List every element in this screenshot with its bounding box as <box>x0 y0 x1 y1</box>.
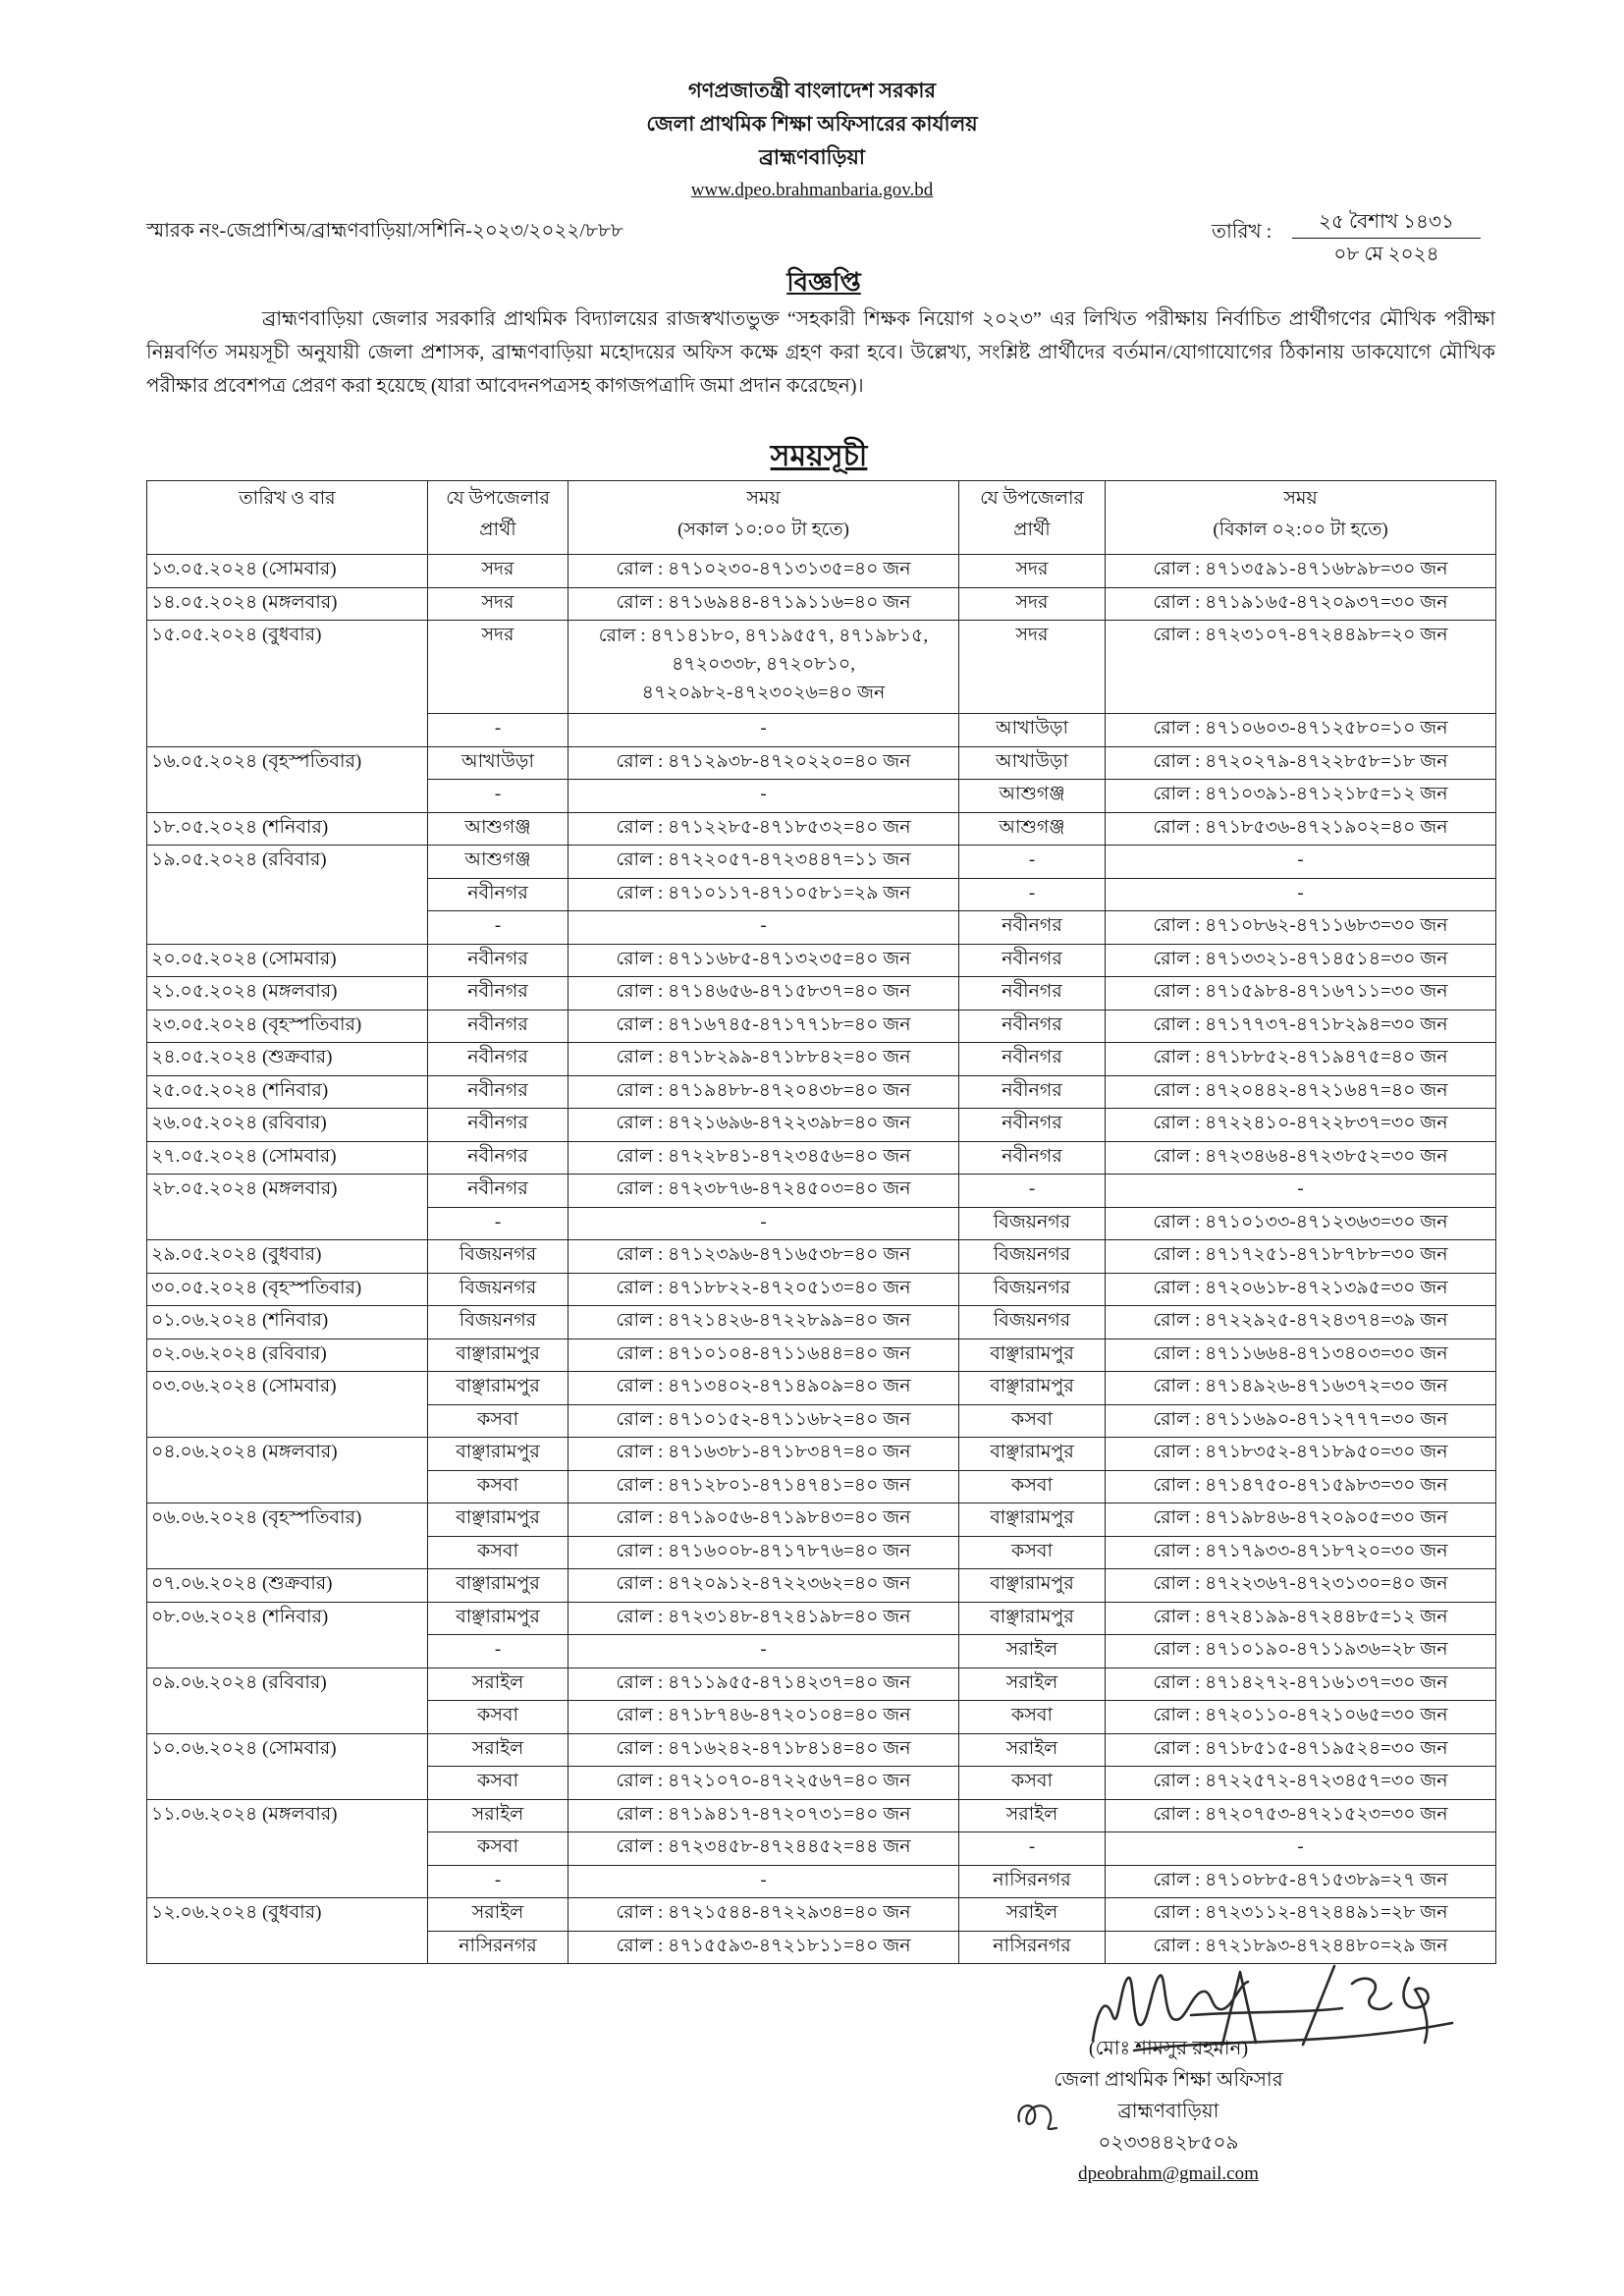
morning-roll-cell: রোল : ৪৭১২৮০১-৪৭১৪৭৪১=৪০ জন <box>568 1470 959 1503</box>
schedule-row <box>147 1372 1496 1405</box>
date-cell: ১৫.০৫.২০২৪ (বুধবার) <box>147 621 428 747</box>
morning-upazila-cell: বিজয়নগর <box>428 1240 568 1274</box>
date-cell: ০৪.০৬.২০২৪ (মঙ্গলবার) <box>147 1438 428 1503</box>
morning-roll-cell: রোল : ৪৭১৮৮২২-৪৭২০৫১৩=৪০ জন <box>568 1273 959 1306</box>
morning-upazila-cell: সরাইল <box>428 1898 568 1932</box>
afternoon-upazila-cell: আশুগঞ্জ <box>959 812 1106 846</box>
afternoon-upazila-cell: বাঞ্ছারামপুর <box>959 1503 1106 1537</box>
morning-roll-cell: রোল : ৪৭১৪৬৫৬-৪৭১৫৮৩৭=৪০ জন <box>568 977 959 1011</box>
afternoon-roll-cell: রোল : ৪৭২০৪৪২-৪৭২১৬৪৭=৪০ জন <box>1106 1075 1496 1109</box>
morning-roll-cell: - <box>568 1865 959 1898</box>
afternoon-upazila-cell: কসবা <box>959 1536 1106 1569</box>
signatory-phone: ০২৩৩৪৪২৮৫০৯ <box>1098 2132 1239 2154</box>
morning-roll-cell: রোল : ৪৭১৮৭৪৬-৪৭২০১০৪=৪০ জন <box>568 1701 959 1734</box>
morning-roll-cell: রোল : ৪৭১১৬৮৫-৪৭১৩২৩৫=৪০ জন <box>568 944 959 977</box>
schedule-table <box>146 480 1496 1964</box>
afternoon-roll-cell: রোল : ৪৭১৯৮৪৬-৪৭২০৯০৫=৩০ জন <box>1106 1503 1496 1537</box>
morning-roll-cell: রোল : ৪৭১৬২৪২-৪৭১৮৪১৪=৪০ জন <box>568 1733 959 1767</box>
date-cell: ১৩.০৫.২০২৪ (সোমবার) <box>147 555 428 588</box>
morning-upazila-cell: - <box>428 911 568 945</box>
afternoon-upazila-cell: নবীনগর <box>959 1043 1106 1076</box>
date-cell: ২৩.০৫.২০২৪ (বৃহস্পতিবার) <box>147 1010 428 1043</box>
morning-roll-cell: রোল : ৪৭১২২৮৫-৪৭১৮৫৩২=৪০ জন <box>568 812 959 846</box>
morning-upazila-cell: বাঞ্ছারামপুর <box>428 1372 568 1405</box>
morning-roll-cell: রোল : ৪৭১৫৫৯৩-৪৭২১৮১১=৪০ জন <box>568 1931 959 1964</box>
morning-roll-cell: রোল : ৪৭২৩৮৭৬-৪৭২৪৫০৩=৪০ জন <box>568 1175 959 1208</box>
morning-upazila-cell: আশুগঞ্জ <box>428 846 568 879</box>
schedule-header-row <box>147 481 1496 555</box>
afternoon-upazila-cell: বাঞ্ছারামপুর <box>959 1569 1106 1603</box>
afternoon-upazila-cell: নবীনগর <box>959 1075 1106 1109</box>
morning-upazila-cell: নবীনগর <box>428 1075 568 1109</box>
date-cell: ২১.০৫.২০২৪ (মঙ্গলবার) <box>147 977 428 1011</box>
afternoon-upazila-cell: সরাইল <box>959 1733 1106 1767</box>
schedule-row <box>147 977 1496 1011</box>
schedule-row <box>147 746 1496 780</box>
afternoon-upazila-cell: আশুগঞ্জ <box>959 780 1106 813</box>
morning-upazila-cell: বাঞ্ছারামপুর <box>428 1602 568 1635</box>
afternoon-roll-cell: - <box>1106 878 1496 911</box>
date-cell: ০৭.০৬.২০২৪ (শুক্রবার) <box>147 1569 428 1603</box>
morning-upazila-cell: নবীনগর <box>428 1109 568 1142</box>
morning-roll-cell: রোল : ৪৭২১৬৯৬-৪৭২২৩৯৮=৪০ জন <box>568 1109 959 1142</box>
afternoon-upazila-cell: নবীনগর <box>959 1141 1106 1175</box>
afternoon-upazila-cell: বাঞ্ছারামপুর <box>959 1372 1106 1405</box>
morning-roll-cell: রোল : ৪৭১৪১৮০, ৪৭১৯৫৫৭, ৪৭১৯৮১৫, ৪৭২০৩৩৮, ৪৭২০৮১০, ৪৭২০৯৮২-৪৭২৩০২৬=৪০ জন <box>568 621 959 714</box>
notice-title-text: বিজ্ঞপ্তি <box>786 268 861 297</box>
afternoon-roll-cell: রোল : ৪৭১০৬০৩-৪৭১২৫৮০=১০ জন <box>1106 714 1496 747</box>
morning-roll-cell: রোল : ৪৭২০৯১২-৪৭২২৩৬২=৪০ জন <box>568 1569 959 1603</box>
afternoon-roll-cell: রোল : ৪৭২০২৭৯-৪৭২২৮৫৮=১৮ জন <box>1106 746 1496 780</box>
date-label: তারিখ : <box>1212 221 1272 243</box>
afternoon-upazila-cell: নবীনগর <box>959 1010 1106 1043</box>
afternoon-roll-cell: রোল : ৪৭২০৭৫৩-৪৭২১৫২৩=৩০ জন <box>1106 1799 1496 1832</box>
afternoon-upazila-cell: কসবা <box>959 1404 1106 1438</box>
schedule-title-text: সময়সূচী <box>770 440 868 472</box>
afternoon-time-column-header: সময় (বিকাল ০২:০০ টা হতে) <box>1106 481 1496 555</box>
morning-roll-cell: - <box>568 714 959 747</box>
afternoon-roll-cell: রোল : ৪৭১৮৩৫২-৪৭১৮৯৫০=৩০ জন <box>1106 1438 1496 1471</box>
afternoon-roll-cell: রোল : ৪৭১৪২৭২-৪৭১৬১৩৭=৩০ জন <box>1106 1667 1496 1701</box>
website-link: www.dpeo.brahmanbaria.gov.bd <box>690 180 934 200</box>
afternoon-roll-cell: রোল : ৪৭১৩৩২১-৪৭১৪৫১৪=৩০ জন <box>1106 944 1496 977</box>
morning-roll-cell: রোল : ৪৭১১৯৫৫-৪৭১৪২৩৭=৪০ জন <box>568 1667 959 1701</box>
afternoon-upazila-cell: আখাউড়া <box>959 746 1106 780</box>
date-cell: ০৯.০৬.২০২৪ (রবিবার) <box>147 1667 428 1733</box>
morning-roll-cell: রোল : ৪৭১৬৩৮১-৪৭১৮৩৪৭=৪০ জন <box>568 1438 959 1471</box>
afternoon-roll-cell: রোল : ৪৭২৩১১২-৪৭২৪৪৯১=২৮ জন <box>1106 1898 1496 1932</box>
date-cell: ২০.০৫.২০২৪ (সোমবার) <box>147 944 428 977</box>
schedule-title <box>14 437 1624 476</box>
afternoon-upazila-cell: বিজয়নগর <box>959 1306 1106 1339</box>
afternoon-upazila-cell: সদর <box>959 621 1106 714</box>
schedule-row <box>147 1075 1496 1109</box>
morning-roll-cell: রোল : ৪৭২২৮৪১-৪৭২৩৪৫৬=৪০ জন <box>568 1141 959 1175</box>
morning-upazila-cell: আখাউড়া <box>428 746 568 780</box>
morning-upazila-cell: সরাইল <box>428 1733 568 1767</box>
afternoon-upazila-cell: বিজয়নগর <box>959 1240 1106 1274</box>
afternoon-upazila-cell: কসবা <box>959 1701 1106 1734</box>
morning-upazila-cell: বাঞ্ছারামপুর <box>428 1569 568 1603</box>
morning-upazila-cell: নবীনগর <box>428 977 568 1011</box>
schedule-row <box>147 1043 1496 1076</box>
afternoon-upazila-cell: বাঞ্ছারামপুর <box>959 1339 1106 1372</box>
schedule-row <box>147 1240 1496 1274</box>
notice-body: ব্রাহ্মণবাড়িয়া জেলার সরকারি প্রাথমিক বিদ্যালয়ের রাজস্বখাতভুক্ত “সহকারী শিক্ষক নিয়োগ ২০২৩” এর লিখিত পরীক্ষায় নির্বাচিত প্রার্থীগণের মৌখিক পরীক্ষা নিম্নবর্ণিত সময়সূচী অনুযায়ী জেলা প্রশাসক, ব্রাহ্মণবাড়িয়া মহোদয়ের অফিস কক্ষে গ্রহণ করা হবে। উল্লেখ্য, সংশ্লিষ্ট প্রার্থীদের বর্তমান/যোগাযোগের ঠিকানায় ডাকযোগে মৌখিক পরীক্ষার প্রবেশপত্র প্রেরণ করা হয়েছে (যারা আবেদনপত্রসহ কাগজপত্রাদি জমা প্রদান করেছেন)। <box>146 308 1495 397</box>
schedule-row <box>147 1799 1496 1832</box>
schedule-body <box>147 555 1496 1964</box>
date-block <box>1292 206 1481 270</box>
afternoon-upazila-cell: - <box>959 1175 1106 1208</box>
morning-upazila-cell: কসবা <box>428 1536 568 1569</box>
schedule-row <box>147 1010 1496 1043</box>
signatory-district: ব্রাহ্মণবাড়িয়া <box>1117 2101 1219 2122</box>
schedule-row <box>147 587 1496 621</box>
morning-upazila-cell: বিজয়নগর <box>428 1273 568 1306</box>
schedule-row <box>147 1306 1496 1339</box>
signatory-email: dpeobrahm@gmail.com <box>1078 2163 1259 2184</box>
schedule-row <box>147 1569 1496 1603</box>
signatory-name: (মোঃ শামসুর রহমান) <box>1088 2038 1249 2059</box>
morning-roll-cell: রোল : ৪৭২১৫৪৪-৪৭২২৯৩৪=৪০ জন <box>568 1898 959 1932</box>
afternoon-roll-cell: রোল : ৪৭১৪৯২৬-৪৭১৬৩৭২=৩০ জন <box>1106 1372 1496 1405</box>
morning-upazila-cell: কসবা <box>428 1832 568 1866</box>
afternoon-roll-cell: রোল : ৪৭১৭৯৩৩-৪৭১৮৭২০=৩০ জন <box>1106 1536 1496 1569</box>
schedule-row <box>147 1175 1496 1208</box>
schedule-row <box>147 944 1496 977</box>
date-cell: ১৬.০৫.২০২৪ (বৃহস্পতিবার) <box>147 746 428 812</box>
afternoon-roll-cell: রোল : ৪৭২২৩৬৭-৪৭২৩১৩০=৪০ জন <box>1106 1569 1496 1603</box>
schedule-row <box>147 1667 1496 1701</box>
morning-upazila-cell: - <box>428 714 568 747</box>
morning-upazila-column-header: যে উপজেলার প্রার্থী <box>428 481 568 555</box>
signature-block <box>972 2033 1365 2190</box>
date-cell: ২৭.০৫.২০২৪ (সোমবার) <box>147 1141 428 1175</box>
morning-upazila-cell: বাঞ্ছারামপুর <box>428 1339 568 1372</box>
morning-upazila-cell: বিজয়নগর <box>428 1306 568 1339</box>
morning-roll-cell: রোল : ৪৭১৬০০৮-৪৭১৭৮৭৬=৪০ জন <box>568 1536 959 1569</box>
district-title: ব্রাহ্মণবাড়িয়া <box>758 145 866 169</box>
afternoon-roll-cell: রোল : ৪৭২৩১০৭-৪৭২৪৪৯৮=২০ জন <box>1106 621 1496 714</box>
afternoon-upazila-cell: সরাইল <box>959 1635 1106 1668</box>
date-cell: ০৬.০৬.২০২৪ (বৃহস্পতিবার) <box>147 1503 428 1569</box>
morning-roll-cell: রোল : ৪৭১০১০৪-৪৭১১৬৪৪=৪০ জন <box>568 1339 959 1372</box>
date-cell: ০২.০৬.২০২৪ (রবিবার) <box>147 1339 428 1372</box>
morning-roll-cell: রোল : ৪৭১০১৫২-৪৭১১৬৮২=৪০ জন <box>568 1404 959 1438</box>
schedule-row <box>147 846 1496 879</box>
afternoon-upazila-cell: বাঞ্ছারামপুর <box>959 1438 1106 1471</box>
afternoon-upazila-cell: নবীনগর <box>959 1109 1106 1142</box>
schedule-row <box>147 1733 1496 1767</box>
afternoon-upazila-cell: সদর <box>959 587 1106 621</box>
afternoon-upazila-cell: নবীনগর <box>959 977 1106 1011</box>
schedule-row <box>147 1438 1496 1471</box>
date-cell: ১৮.০৫.২০২৪ (শনিবার) <box>147 812 428 846</box>
date-cell: ৩০.০৫.২০২৪ (বৃহস্পতিবার) <box>147 1273 428 1306</box>
afternoon-roll-cell: রোল : ৪৭১০১৩৩-৪৭১২৩৬৩=৩০ জন <box>1106 1207 1496 1240</box>
afternoon-upazila-cell: সরাইল <box>959 1898 1106 1932</box>
signatory-designation: জেলা প্রাথমিক শিক্ষা অফিসার <box>1054 2069 1283 2091</box>
morning-roll-cell: - <box>568 1207 959 1240</box>
afternoon-roll-cell: রোল : ৪৭১০১৯০-৪৭১১৯৩৬=২৮ জন <box>1106 1635 1496 1668</box>
afternoon-upazila-cell: নাসিরনগর <box>959 1865 1106 1898</box>
morning-upazila-cell: সদর <box>428 587 568 621</box>
schedule-row <box>147 1109 1496 1142</box>
morning-roll-cell: রোল : ৪৭১০২৩০-৪৭১৩১৩৫=৪০ জন <box>568 555 959 588</box>
afternoon-roll-cell: রোল : ৪৭১১৬৯০-৪৭১২৭৭৭=৩০ জন <box>1106 1404 1496 1438</box>
afternoon-upazila-cell: বাঞ্ছারামপুর <box>959 1602 1106 1635</box>
date-cell: ২৯.০৫.২০২৪ (বুধবার) <box>147 1240 428 1274</box>
afternoon-upazila-cell: নাসিরনগর <box>959 1931 1106 1964</box>
morning-upazila-cell: সরাইল <box>428 1799 568 1832</box>
morning-roll-cell: রোল : ৪৭২৩৪৫৮-৪৭২৪৪৫২=৪৪ জন <box>568 1832 959 1866</box>
morning-roll-cell: রোল : ৪৭১৩৪০২-৪৭১৪৯০৯=৪০ জন <box>568 1372 959 1405</box>
afternoon-upazila-cell: - <box>959 1832 1106 1866</box>
afternoon-upazila-cell: - <box>959 878 1106 911</box>
morning-roll-cell: রোল : ৪৭১৬৭৪৫-৪৭১৭৭১৮=৪০ জন <box>568 1010 959 1043</box>
morning-upazila-cell: নবীনগর <box>428 1043 568 1076</box>
date-cell: ১১.০৬.২০২৪ (মঙ্গলবার) <box>147 1799 428 1898</box>
afternoon-roll-cell: রোল : ৪৭২২৪১০-৪৭২২৮৩৭=৩০ জন <box>1106 1109 1496 1142</box>
afternoon-roll-cell: রোল : ৪৭১১৬৬৪-৪৭১৩৪০৩=৩০ জন <box>1106 1339 1496 1372</box>
afternoon-roll-cell: রোল : ৪৭১৭৭৩৭-৪৭১৮২৯৪=৩০ জন <box>1106 1010 1496 1043</box>
morning-roll-cell: রোল : ৪৭২১৪২৬-৪৭২২৮৯৯=৪০ জন <box>568 1306 959 1339</box>
date-cell: ০৩.০৬.২০২৪ (সোমবার) <box>147 1372 428 1438</box>
morning-upazila-cell: বাঞ্ছারামপুর <box>428 1438 568 1471</box>
date-cell: ০৮.০৬.২০২৪ (শনিবার) <box>147 1602 428 1667</box>
morning-time-column-header: সময় (সকাল ১০:০০ টা হতে) <box>568 481 959 555</box>
schedule-row <box>147 621 1496 714</box>
date-cell: ০১.০৬.২০২৪ (শনিবার) <box>147 1306 428 1339</box>
morning-roll-cell: রোল : ৪৭১৯০৫৬-৪৭১৯৮৪৩=৪০ জন <box>568 1503 959 1537</box>
date-cell: ২৬.০৫.২০২৪ (রবিবার) <box>147 1109 428 1142</box>
morning-roll-cell: রোল : ৪৭১৮২৯৯-৪৭১৮৮৪২=৪০ জন <box>568 1043 959 1076</box>
afternoon-upazila-column-header: যে উপজেলার প্রার্থী <box>959 481 1106 555</box>
morning-roll-cell: - <box>568 780 959 813</box>
afternoon-roll-cell: রোল : ৪৭১০৮৮৫-৪৭১৫৩৮৯=২৭ জন <box>1106 1865 1496 1898</box>
date-cell: ২৮.০৫.২০২৪ (মঙ্গলবার) <box>147 1175 428 1240</box>
office-title: জেলা প্রাথমিক শিক্ষা অফিসারের কার্যালয় <box>646 112 978 136</box>
date-column-header: তারিখ ও বার <box>147 481 428 555</box>
afternoon-roll-cell: রোল : ৪৭১৮৫১৫-৪৭১৯৫২৪=৩০ জন <box>1106 1733 1496 1767</box>
schedule-row <box>147 1898 1496 1932</box>
morning-upazila-cell: নবীনগর <box>428 878 568 911</box>
afternoon-upazila-cell: বিজয়নগর <box>959 1273 1106 1306</box>
afternoon-roll-cell: রোল : ৪৭১৩৫৯১-৪৭১৬৮৯৮=৩০ জন <box>1106 555 1496 588</box>
morning-roll-cell: রোল : ৪৭১০১১৭-৪৭১০৫৮১=২৯ জন <box>568 878 959 911</box>
afternoon-upazila-cell: - <box>959 846 1106 879</box>
afternoon-roll-cell: রোল : ৪৭১৮৫৩৬-৪৭২১৯০২=৪০ জন <box>1106 812 1496 846</box>
morning-upazila-cell: কসবা <box>428 1404 568 1438</box>
date-cell: ১০.০৬.২০২৪ (সোমবার) <box>147 1733 428 1799</box>
schedule-row <box>147 1503 1496 1537</box>
schedule-row <box>147 812 1496 846</box>
afternoon-roll-cell: রোল : ৪৭২১৮৯৩-৪৭২৪৪৮০=২৯ জন <box>1106 1931 1496 1964</box>
office-header <box>0 74 1624 207</box>
afternoon-roll-cell: রোল : ৪৭১৭২৫১-৪৭১৮৭৮৮=৩০ জন <box>1106 1240 1496 1274</box>
morning-upazila-cell: বাঞ্ছারামপুর <box>428 1503 568 1537</box>
afternoon-roll-cell: রোল : ৪৭২০১১০-৪৭২১০৬৫=৩০ জন <box>1106 1701 1496 1734</box>
schedule-row <box>147 1273 1496 1306</box>
morning-upazila-cell: আশুগঞ্জ <box>428 812 568 846</box>
notice-title <box>24 263 1624 302</box>
afternoon-upazila-cell: বিজয়নগর <box>959 1207 1106 1240</box>
afternoon-upazila-cell: কসবা <box>959 1470 1106 1503</box>
morning-upazila-cell: - <box>428 1207 568 1240</box>
morning-upazila-cell: - <box>428 780 568 813</box>
afternoon-upazila-cell: নবীনগর <box>959 944 1106 977</box>
afternoon-roll-cell: - <box>1106 846 1496 879</box>
afternoon-roll-cell: রোল : ৪৭১৯১৬৫-৪৭২০৯৩৭=৩০ জন <box>1106 587 1496 621</box>
morning-upazila-cell: সদর <box>428 555 568 588</box>
afternoon-roll-cell: রোল : ৪৭২০৬১৮-৪৭২১৩৯৫=৩০ জন <box>1106 1273 1496 1306</box>
afternoon-roll-cell: রোল : ৪৭২২৯২৫-৪৭২৪৩৭৪=৩৯ জন <box>1106 1306 1496 1339</box>
morning-upazila-cell: নবীনগর <box>428 944 568 977</box>
date-english: ০৮ মে ২০২৪ <box>1333 244 1439 265</box>
afternoon-upazila-cell: কসবা <box>959 1767 1106 1800</box>
date-cell: ১৪.০৫.২০২৪ (মঙ্গলবার) <box>147 587 428 621</box>
morning-upazila-cell: কসবা <box>428 1701 568 1734</box>
afternoon-roll-cell: - <box>1106 1175 1496 1208</box>
date-cell: ১২.০৬.২০২৪ (বুধবার) <box>147 1898 428 1964</box>
afternoon-roll-cell: রোল : ৪৭২৩৪৬৪-৪৭২৩৮৫২=৩০ জন <box>1106 1141 1496 1175</box>
morning-upazila-cell: নবীনগর <box>428 1141 568 1175</box>
schedule-row <box>147 1141 1496 1175</box>
afternoon-upazila-cell: সরাইল <box>959 1667 1106 1701</box>
schedule-row <box>147 1339 1496 1372</box>
morning-roll-cell: রোল : ৪৭১৯৪১৭-৪৭২০৭৩১=৪০ জন <box>568 1799 959 1832</box>
afternoon-upazila-cell: আখাউড়া <box>959 714 1106 747</box>
morning-roll-cell: - <box>568 911 959 945</box>
morning-roll-cell: রোল : ৪৭১৬৯৪৪-৪৭১৯১১৬=৪০ জন <box>568 587 959 621</box>
morning-upazila-cell: কসবা <box>428 1767 568 1800</box>
afternoon-roll-cell: রোল : ৪৭২২৫৭২-৪৭২৩৪৫৭=৩০ জন <box>1106 1767 1496 1800</box>
morning-roll-cell: রোল : ৪৭২২০৫৭-৪৭২৩৪৪৭=১১ জন <box>568 846 959 879</box>
afternoon-roll-cell: রোল : ৪৭২৪১৯৯-৪৭২৪৪৮৫=১২ জন <box>1106 1602 1496 1635</box>
morning-upazila-cell: নবীনগর <box>428 1175 568 1208</box>
morning-roll-cell: রোল : ৪৭২৩১৪৮-৪৭২৪১৯৮=৪০ জন <box>568 1602 959 1635</box>
morning-roll-cell: রোল : ৪৭১২৯৩৮-৪৭২০২২০=৪০ জন <box>568 746 959 780</box>
morning-upazila-cell: নাসিরনগর <box>428 1931 568 1964</box>
afternoon-upazila-cell: সদর <box>959 555 1106 588</box>
morning-roll-cell: রোল : ৪৭১২৩৯৬-৪৭১৬৫৩৮=৪০ জন <box>568 1240 959 1274</box>
afternoon-roll-cell: রোল : ৪৭১০৩৯১-৪৭১২১৮৫=১২ জন <box>1106 780 1496 813</box>
morning-upazila-cell: - <box>428 1635 568 1668</box>
afternoon-roll-cell: রোল : ৪৭১৫৯৮৪-৪৭১৬৭১১=৩০ জন <box>1106 977 1496 1011</box>
morning-upazila-cell: সদর <box>428 621 568 714</box>
morning-upazila-cell: সরাইল <box>428 1667 568 1701</box>
afternoon-roll-cell: রোল : ৪৭১৮৮৫২-৪৭১৯৪৭৫=৪০ জন <box>1106 1043 1496 1076</box>
date-bangla: ২৫ বৈশাখ ১৪৩১ <box>1292 206 1481 239</box>
morning-upazila-cell: নবীনগর <box>428 1010 568 1043</box>
morning-upazila-cell: - <box>428 1865 568 1898</box>
date-cell: ১৯.০৫.২০২৪ (রবিবার) <box>147 846 428 945</box>
schedule-row <box>147 1602 1496 1635</box>
afternoon-roll-cell: রোল : ৪৭১৪৭৫০-৪৭১৫৯৮৩=৩০ জন <box>1106 1470 1496 1503</box>
afternoon-upazila-cell: সরাইল <box>959 1799 1106 1832</box>
memo-reference: স্মারক নং-জেপ্রাশিঅ/ব্রাহ্মণবাড়িয়া/সশিনি-২০২৩/২০২২/৮৮৮ <box>146 220 623 242</box>
date-cell: ২৪.০৫.২০২৪ (শুক্রবার) <box>147 1043 428 1076</box>
morning-upazila-cell: কসবা <box>428 1470 568 1503</box>
afternoon-upazila-cell: নবীনগর <box>959 911 1106 945</box>
afternoon-roll-cell: রোল : ৪৭১০৮৬২-৪৭১১৬৮৩=৩০ জন <box>1106 911 1496 945</box>
morning-roll-cell: রোল : ৪৭১৯৪৮৮-৪৭২০৪৩৮=৪০ জন <box>568 1075 959 1109</box>
schedule-row <box>147 555 1496 588</box>
morning-roll-cell: - <box>568 1635 959 1668</box>
afternoon-roll-cell: - <box>1106 1832 1496 1866</box>
morning-roll-cell: রোল : ৪৭২১০৭০-৪৭২২৫৬৭=৪০ জন <box>568 1767 959 1800</box>
government-title: গণপ্রজাতন্ত্রী বাংলাদেশ সরকার <box>687 79 937 102</box>
date-cell: ২৫.০৫.২০২৪ (শনিবার) <box>147 1075 428 1109</box>
